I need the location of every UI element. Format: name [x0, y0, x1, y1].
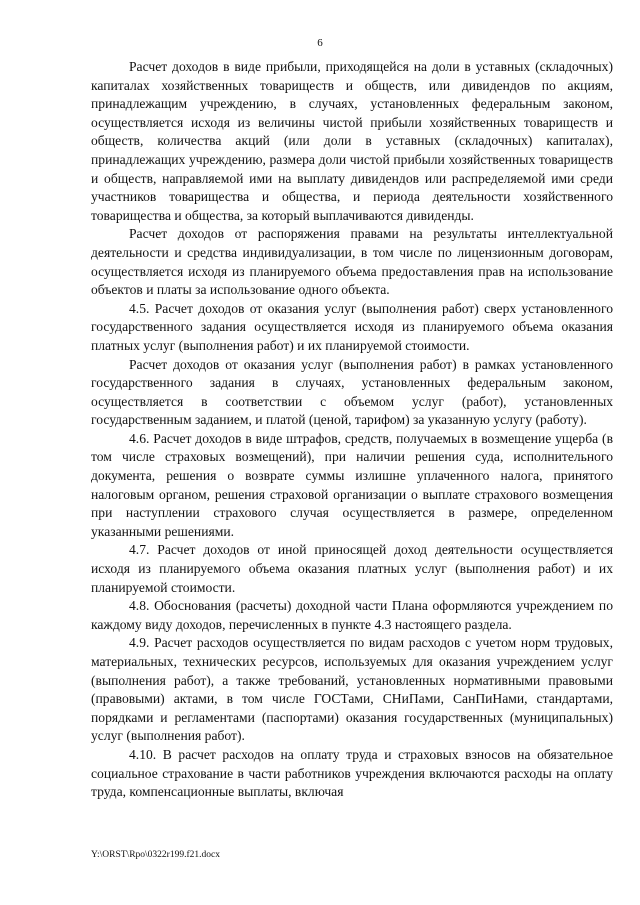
document-body	[91, 58, 613, 802]
paragraph-4-10: 4.10. В расчет расходов на оплату труда и страховых взносов на обязательное социальное страхование в части работников учреждения включаются расходы на оплату труда, компенсационные выплаты, включая	[91, 746, 613, 800]
page-number: 6	[317, 37, 323, 49]
paragraph-4-9: 4.9. Расчет расходов осуществляется по видам расходов с учетом норм трудовых, материальных, технических ресурсов, используемых для оказания учреждением услуг (выполнения работ), а также требований, установленных нормативными правовыми (правовыми) актами, в том числе ГОСТами, СНиПами, СанПиНами, стандартами, порядками и регламентами (паспортами) оказания государственных (муниципальных) услуг (выполнения работ).	[91, 635, 613, 744]
paragraph-4-7: 4.7. Расчет доходов от иной приносящей доход деятельности осуществляется исходя из планируемого объема оказания платных услуг (выполнения работ) и их планируемой стоимости.	[91, 542, 613, 595]
paragraph-ip-rights-income: Расчет доходов от распоряжения правами на результаты интеллектуальной деятельности и средства индивидуализации, в том числе по лицензионным договорам, осуществляется исходя из планируемого объема предоставления прав на использование объектов и платы за использование одного объекта.	[91, 226, 613, 298]
paragraph-4-6: 4.6. Расчет доходов в виде штрафов, средств, получаемых в возмещение ущерба (в том числе страховых возмещений), при наличии решения суда, исполнительного документа, решения о возврате суммы излишне уплаченного налога, принятого налоговым органом, решения страховой организации о выплате страхового возмещения при наступлении страхового случая осуществляется в размере, определенном указанными решениями.	[91, 430, 613, 539]
footer-file-path: Y:\ORST\Rpo\0322r199.f21.docx	[91, 850, 220, 860]
paragraph-state-task-income: Расчет доходов от оказания услуг (выполнения работ) в рамках установленного государственного задания в случаях, установленных федеральным законом, осуществляется в соответствии с объемом услуг (работ), установленных государственным заданием, и платой (ценой, тарифом) за указанную услугу (работу).	[91, 356, 613, 428]
paragraph-4-5: 4.5. Расчет доходов от оказания услуг (выполнения работ) сверх установленного государственного задания осуществляется исходя из планируемого объема оказания платных услуг (выполнения работ) и их планируемой стоимости.	[91, 300, 613, 353]
paragraph-dividend-income: Расчет доходов в виде прибыли, приходящейся на доли в уставных (складочных) капиталах хозяйственных товариществ и обществ, или дивидендов по акциям, принадлежащим учреждению, в случаях, установленных федеральным законом, осуществляется исходя из величины чистой прибыли хозяйственных товариществ и обществ, количества акций (или доли в уставных (складочных) капиталах), принадлежащих учреждению, размера доли чистой прибыли хозяйственных товариществ и обществ, направляемой ими на выплату дивидендов или распределяемой ими среди участников товарищества и общества, и периода деятельности хозяйственного товарищества и общества, за который выплачиваются дивиденды.	[91, 59, 613, 223]
paragraph-4-8: 4.8. Обоснования (расчеты) доходной части Плана оформляются учреждением по каждому виду доходов, перечисленных в пункте 4.3 настоящего раздела.	[91, 598, 613, 632]
